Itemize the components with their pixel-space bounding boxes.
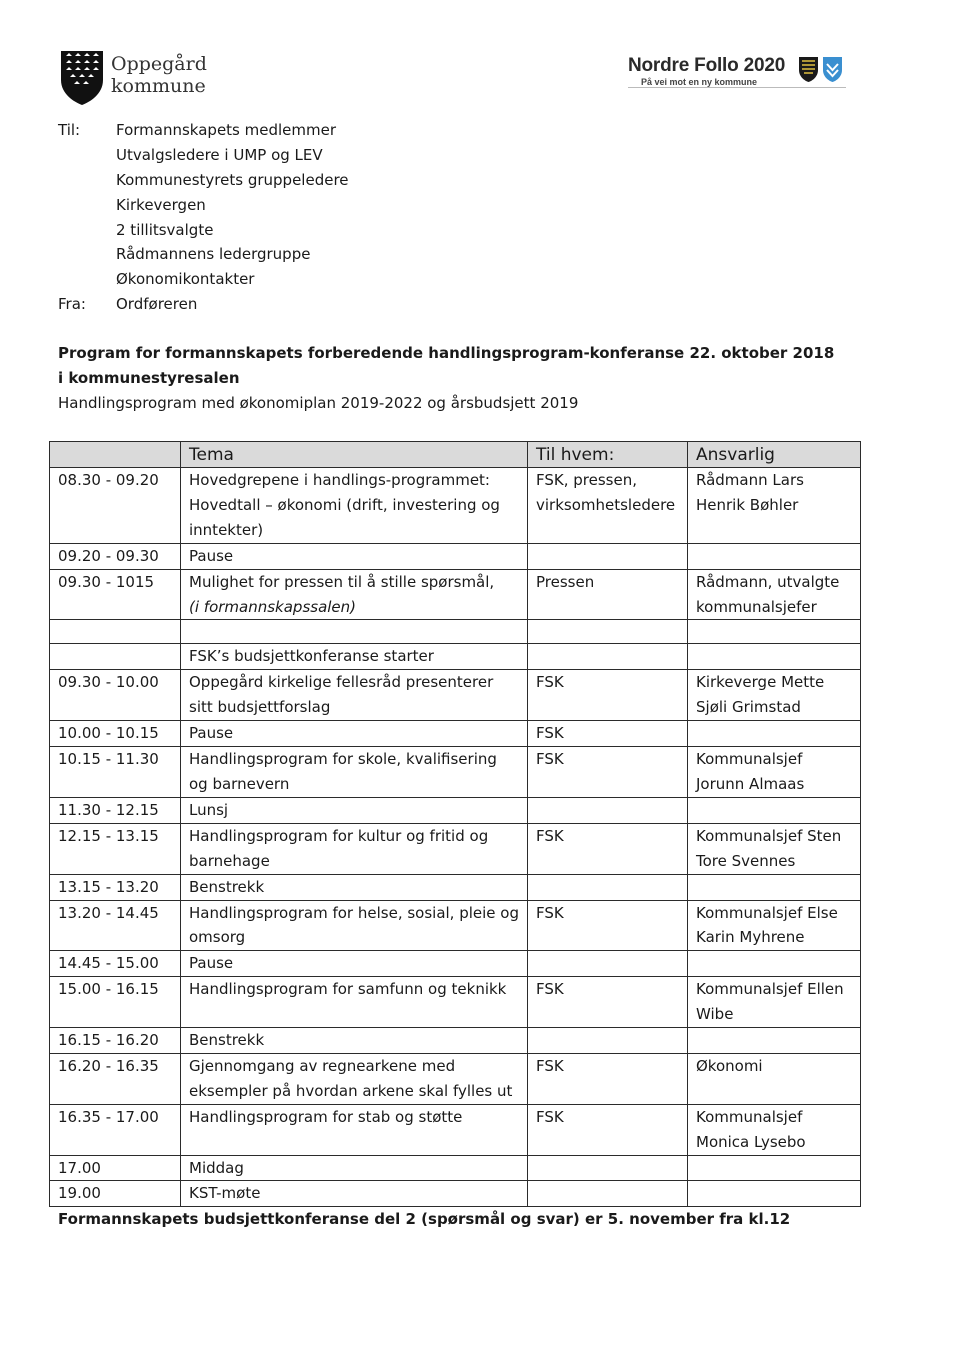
table-row <box>50 1155 861 1181</box>
cell-time: 09.30 - 10.00 <box>50 670 181 721</box>
cell-responsible: Rådmann Lars Henrik Bøhler <box>688 468 861 544</box>
table-header-row <box>50 442 861 468</box>
oppegard-logo <box>60 50 207 106</box>
nordre-follo-title: Nordre Follo 2020 <box>628 55 786 76</box>
cell-responsible <box>688 1155 861 1181</box>
table-row-empty <box>50 620 861 644</box>
cell-time <box>50 620 181 644</box>
cell-audience <box>528 543 688 569</box>
to-row-3 <box>58 168 349 193</box>
table-row <box>50 951 861 977</box>
cell-topic-text: Mulighet for pressen til å stille spørsmål, <box>189 572 495 591</box>
cell-audience <box>528 874 688 900</box>
cell-audience: FSK <box>528 747 688 798</box>
cell-audience <box>528 797 688 823</box>
table-row <box>50 569 861 620</box>
from-label: Fra: <box>58 295 86 314</box>
cell-audience: FSK <box>528 1104 688 1155</box>
cell-audience: FSK <box>528 823 688 874</box>
cell-topic: Oppegård kirkelige fellesråd presenterer sitt budsjettforslag <box>181 670 528 721</box>
table-row <box>50 1181 861 1207</box>
cell-responsible <box>688 1181 861 1207</box>
logo-underline <box>628 87 846 88</box>
cell-time <box>50 644 181 670</box>
table-row <box>50 900 861 951</box>
ski-shield-icon <box>822 56 843 83</box>
table-row-section <box>50 644 861 670</box>
recipient: Formannskapets medlemmer <box>116 121 337 139</box>
cell-time: 14.45 - 15.00 <box>50 951 181 977</box>
cell-audience <box>528 644 688 670</box>
to-row-7 <box>58 267 349 292</box>
cell-time: 09.20 - 09.30 <box>50 543 181 569</box>
cell-audience <box>528 951 688 977</box>
header-audience: Til hvem: <box>528 442 688 468</box>
cell-responsible: Økonomi <box>688 1053 861 1104</box>
cell-audience: FSK <box>528 1053 688 1104</box>
logo-municipality-name: Oppegård <box>111 53 207 75</box>
addressee-block <box>58 118 349 317</box>
table-row <box>50 1104 861 1155</box>
cell-time: 16.15 - 16.20 <box>50 1028 181 1054</box>
cell-time: 19.00 <box>50 1181 181 1207</box>
program-table <box>49 441 861 1207</box>
cell-audience <box>528 1181 688 1207</box>
cell-time: 09.30 - 1015 <box>50 569 181 620</box>
cell-topic: Handlingsprogram for kultur og fritid og barnehage <box>181 823 528 874</box>
cell-audience: FSK <box>528 721 688 747</box>
cell-time: 13.15 - 13.20 <box>50 874 181 900</box>
program-subtitle: Handlingsprogram med økonomiplan 2019-2022 og årsbudsjett 2019 <box>58 394 579 412</box>
cell-time: 12.15 - 13.15 <box>50 823 181 874</box>
cell-time: 13.20 - 14.45 <box>50 900 181 951</box>
cell-responsible <box>688 874 861 900</box>
from-row <box>58 292 349 317</box>
cell-responsible <box>688 543 861 569</box>
cell-topic: Pause <box>181 951 528 977</box>
cell-topic: Handlingsprogram for stab og støtte <box>181 1104 528 1155</box>
cell-topic: Hovedgrepene i handlings-programmet: Hovedtall – økonomi (drift, investering og inntekter) <box>181 468 528 544</box>
coat-of-arms-icon <box>60 50 104 106</box>
cell-audience: FSK <box>528 670 688 721</box>
cell-topic: Handlingsprogram for samfunn og teknikk <box>181 977 528 1028</box>
cell-time: 17.00 <box>50 1155 181 1181</box>
cell-responsible: Kommunalsjef Sten Tore Svennes <box>688 823 861 874</box>
cell-responsible: Kommunalsjef Monica Lysebo <box>688 1104 861 1155</box>
table-row <box>50 874 861 900</box>
cell-responsible: Kommunalsjef Else Karin Myhrene <box>688 900 861 951</box>
cell-responsible <box>688 620 861 644</box>
nordre-follo-logo <box>628 55 848 91</box>
cell-responsible <box>688 1028 861 1054</box>
table-row <box>50 977 861 1028</box>
recipient: Kommunestyrets gruppeledere <box>116 170 349 189</box>
cell-topic: Benstrekk <box>181 1028 528 1054</box>
section-heading: FSK’s budsjettkonferanse starter <box>181 644 528 670</box>
cell-topic <box>181 620 528 644</box>
nordre-follo-subtitle: På vei mot en ny kommune <box>641 77 758 87</box>
cell-audience: FSK <box>528 900 688 951</box>
table-row <box>50 468 861 544</box>
table-row <box>50 670 861 721</box>
table-row <box>50 543 861 569</box>
cell-responsible <box>688 951 861 977</box>
cell-responsible: Kommunalsjef Jorunn Almaas <box>688 747 861 798</box>
sender: Ordføreren <box>116 295 198 314</box>
cell-responsible <box>688 644 861 670</box>
cell-topic: Gjennomgang av regnearkene med eksempler på hvordan arkene skal fylles ut <box>181 1053 528 1104</box>
table-row <box>50 721 861 747</box>
cell-topic: Pause <box>181 721 528 747</box>
cell-topic: KST-møte <box>181 1181 528 1207</box>
cell-topic: Pause <box>181 543 528 569</box>
cell-time: 08.30 - 09.20 <box>50 468 181 544</box>
cell-time: 16.35 - 17.00 <box>50 1104 181 1155</box>
cell-topic: Handlingsprogram for skole, kvalifisering og barnevern <box>181 747 528 798</box>
header-topic: Tema <box>181 442 528 468</box>
recipient: Kirkevergen <box>116 195 206 214</box>
cell-topic: Handlingsprogram for helse, sosial, pleie og omsorg <box>181 900 528 951</box>
header-responsible: Ansvarlig <box>688 442 861 468</box>
cell-audience: FSK, pressen, virksomhetsledere <box>528 468 688 544</box>
cell-topic: Benstrekk <box>181 874 528 900</box>
cell-time: 10.15 - 11.30 <box>50 747 181 798</box>
cell-time: 11.30 - 12.15 <box>50 797 181 823</box>
cell-time: 15.00 - 16.15 <box>50 977 181 1028</box>
to-row-2 <box>58 143 349 168</box>
cell-responsible: Kirkeverge Mette Sjøli Grimstad <box>688 670 861 721</box>
cell-audience: FSK <box>528 977 688 1028</box>
table-row <box>50 797 861 823</box>
cell-responsible: Rådmann, utvalgte kommunalsjefer <box>688 569 861 620</box>
cell-responsible: Kommunalsjef Ellen Wibe <box>688 977 861 1028</box>
cell-topic: Lunsj <box>181 797 528 823</box>
program-location: i kommunestyresalen <box>58 369 240 387</box>
program-title: Program for formannskapets forberedende handlingsprogram-konferanse 22. oktober 2018 <box>58 344 835 362</box>
to-row-1 <box>58 118 349 143</box>
cell-time: 10.00 - 10.15 <box>50 721 181 747</box>
cell-audience <box>528 1155 688 1181</box>
footer-note: Formannskapets budsjettkonferanse del 2 (spørsmål og svar) er 5. november fra kl.12 <box>58 1210 791 1228</box>
to-label: Til: <box>58 121 81 139</box>
recipient: Rådmannens ledergruppe <box>116 245 311 264</box>
cell-time: 16.20 - 16.35 <box>50 1053 181 1104</box>
cell-audience <box>528 620 688 644</box>
cell-responsible <box>688 797 861 823</box>
cell-responsible <box>688 721 861 747</box>
table-row <box>50 747 861 798</box>
cell-topic: Middag <box>181 1155 528 1181</box>
table-row <box>50 823 861 874</box>
header-time <box>50 442 181 468</box>
to-row-4 <box>58 193 349 218</box>
to-row-6 <box>58 242 349 267</box>
to-row-5 <box>58 218 349 243</box>
table-row <box>50 1028 861 1054</box>
cell-topic <box>181 569 528 620</box>
recipient: Utvalgsledere i UMP og LEV <box>116 145 323 164</box>
table-row <box>50 1053 861 1104</box>
cell-audience <box>528 1028 688 1054</box>
oppegard-shield-icon <box>798 56 819 83</box>
recipient: Økonomikontakter <box>116 270 255 289</box>
cell-audience: Pressen <box>528 569 688 620</box>
logo-municipality-suffix: kommune <box>111 75 206 97</box>
cell-topic-note: (i formannskapssalen) <box>189 597 357 616</box>
recipient: 2 tillitsvalgte <box>116 220 214 239</box>
